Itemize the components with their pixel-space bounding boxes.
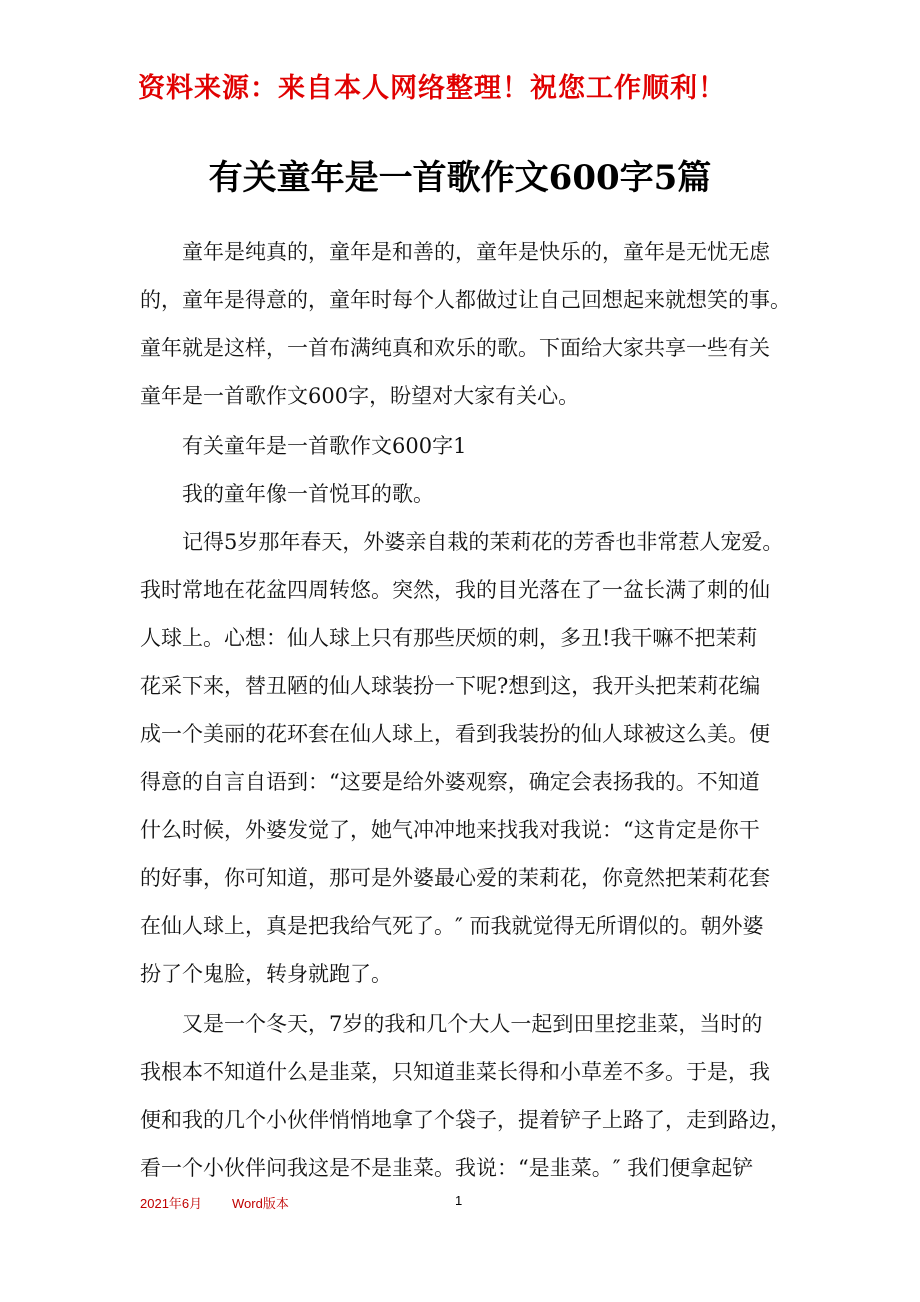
paragraph-line: 我的童年像一首悦耳的歌。 xyxy=(182,482,434,506)
source-note: 资料来源：来自本人网络整理！祝您工作顺利！ xyxy=(138,73,726,104)
paragraph-line: 得意的自言自语到：“这要是给外婆观察，确定会表扬我的。不知道 xyxy=(140,770,760,794)
paragraph-line: 的好事，你可知道，那可是外婆最心爱的茉莉花，你竟然把茉莉花套 xyxy=(140,866,770,890)
paragraph-line: 花采下来，替丑陋的仙人球装扮一下呢?想到这，我开头把茉莉花编 xyxy=(140,674,761,698)
page-number: 1 xyxy=(455,1193,463,1208)
paragraph-line: 我根本不知道什么是韭菜，只知道韭菜长得和小草差不多。于是，我 xyxy=(140,1060,770,1084)
paragraph-line: 便和我的几个小伙伴悄悄地拿了个袋子，提着铲子上路了，走到路边， xyxy=(140,1108,791,1132)
paragraph-line: 在仙人球上，真是把我给气死了。″ 而我就觉得无所谓似的。朝外婆 xyxy=(140,914,764,938)
footer-version: Word版本 xyxy=(232,1196,289,1211)
paragraph-line: 童年是纯真的，童年是和善的，童年是快乐的，童年是无忧无虑 xyxy=(182,240,770,264)
footer-date: 2021年6月 xyxy=(140,1196,203,1211)
paragraph-line: 童年就是这样，一首布满纯真和欢乐的歌。下面给大家共享一些有关 xyxy=(140,336,770,360)
paragraph-line: 的，童年是得意的，童年时每个人都做过让自己回想起来就想笑的事。 xyxy=(140,288,791,312)
section-heading: 有关童年是一首歌作文600字1 xyxy=(182,434,467,458)
paragraph-line: 我时常地在花盆四周转悠。突然，我的目光落在了一盆长满了刺的仙 xyxy=(140,578,770,602)
paragraph-line: 成一个美丽的花环套在仙人球上，看到我装扮的仙人球被这么美。便 xyxy=(140,722,770,746)
paragraph-line: 童年是一首歌作文600字，盼望对大家有关心。 xyxy=(140,384,580,408)
paragraph-line: 看一个小伙伴问我这是不是韭菜。我说：“是韭菜。″ 我们便拿起铲 xyxy=(140,1156,754,1180)
paragraph-line: 什么时候，外婆发觉了，她气冲冲地来找我对我说：“这肯定是你干 xyxy=(140,818,760,842)
paragraph-line: 又是一个冬天，7岁的我和几个大人一起到田里挖韭菜，当时的 xyxy=(182,1012,763,1036)
document-title: 有关童年是一首歌作文600字5篇 xyxy=(208,158,712,198)
paragraph-line: 记得5岁那年春天，外婆亲自栽的茉莉花的芳香也非常惹人宠爱。 xyxy=(182,530,784,554)
paragraph-line: 扮了个鬼脸，转身就跑了。 xyxy=(140,962,392,986)
paragraph-line: 人球上。心想：仙人球上只有那些厌烦的刺，多丑!我干嘛不把茉莉 xyxy=(140,626,758,650)
